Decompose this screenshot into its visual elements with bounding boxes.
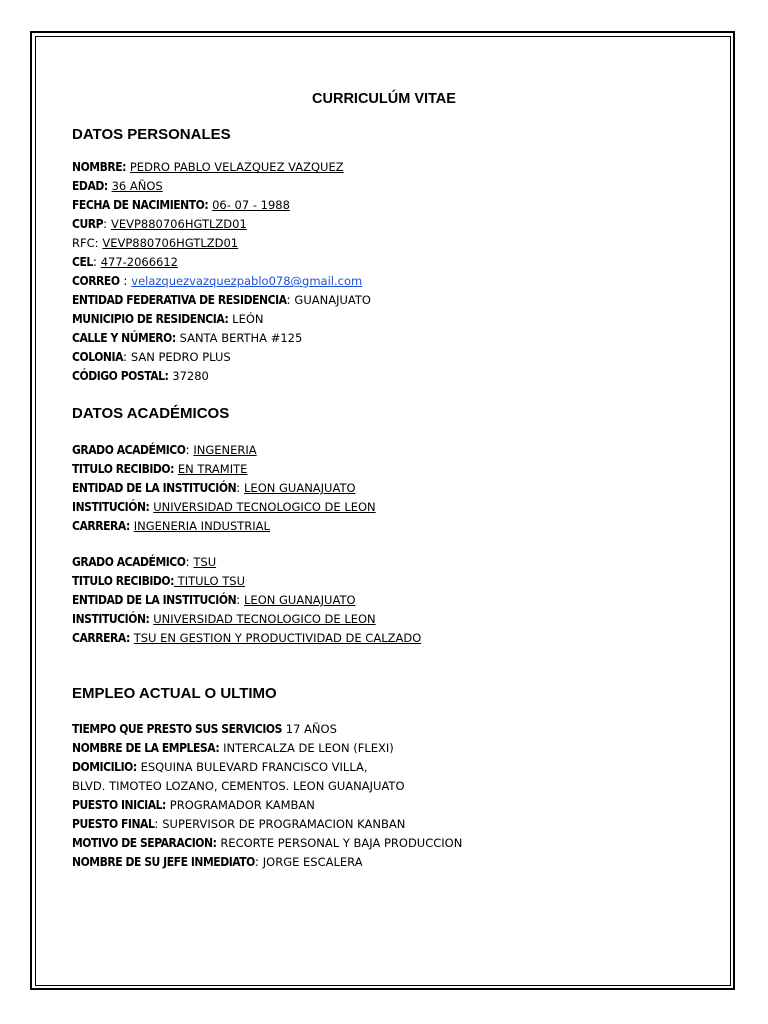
titulo1-value: EN TRAMITE <box>177 462 248 476</box>
puesto-inicial-value: PROGRAMADOR KAMBAN <box>169 798 315 812</box>
entidad2-label: ENTIDAD DE LA INSTITUCIÓN <box>72 593 237 607</box>
motivo-value: RECORTE PERSONAL Y BAJA PRODUCCION <box>220 836 463 850</box>
tiempo-value: 17 AÑOS <box>285 722 337 736</box>
field-nombre <box>72 158 371 177</box>
entidad1-label: ENTIDAD DE LA INSTITUCIÓN <box>72 481 237 495</box>
colonia-label: COLONIA <box>72 350 123 364</box>
municipio-label: MUNICIPIO DE RESIDENCIA: <box>72 312 229 326</box>
carrera2-label: CARRERA: <box>72 631 130 645</box>
employment-block <box>72 720 462 872</box>
section-heading-employment: EMPLEO ACTUAL O ULTIMO <box>72 685 277 702</box>
grado2-label: GRADO ACADÉMICO <box>72 555 186 569</box>
field-fecha-nacimiento <box>72 196 371 215</box>
domicilio-line2: BLVD. TIMOTEO LOZANO, CEMENTOS. LEON GUANAJUATO <box>72 779 405 793</box>
entidad2-value: LEON GUANAJUATO <box>244 593 356 607</box>
field-carrera-1 <box>72 517 376 536</box>
cel-label: CEL <box>72 255 93 269</box>
field-carrera-2 <box>72 629 421 648</box>
field-colonia: COLONIA: SAN PEDRO PLUS <box>72 350 231 364</box>
institucion1-value: UNIVERSIDAD TECNOLOGICO DE LEON <box>153 500 376 514</box>
grado1-label: GRADO ACADÉMICO <box>72 443 186 457</box>
field-grado-1: GRADO ACADÉMICO: INGENERIA <box>72 443 257 457</box>
calle-label: CALLE Y NÚMERO: <box>72 331 176 345</box>
institucion2-label: INSTITUCIÓN: <box>72 612 150 626</box>
field-tiempo-servicio <box>72 720 462 739</box>
field-edad <box>72 177 371 196</box>
document-title: CURRICULÚM VITAE <box>312 91 456 107</box>
section-heading-personal: DATOS PERSONALES <box>72 126 231 143</box>
entidad-value: GUANAJUATO <box>294 293 371 307</box>
motivo-label: MOTIVO DE SEPARACION: <box>72 836 217 850</box>
field-entidad-2: ENTIDAD DE LA INSTITUCIÓN: LEON GUANAJUATO <box>72 593 356 607</box>
cel-value: 477-2066612 <box>100 255 179 269</box>
field-institucion-2 <box>72 610 421 629</box>
field-cel: CEL: 477-2066612 <box>72 255 179 269</box>
field-rfc <box>72 234 371 253</box>
rfc-label: RFC: <box>72 236 99 250</box>
titulo2-value: TITULO TSU <box>174 574 245 588</box>
rfc-value: VEVP880706HGTLZD01 <box>102 236 239 250</box>
empresa-value: INTERCALZA DE LEON (FLEXI) <box>223 741 394 755</box>
field-titulo-1 <box>72 460 376 479</box>
domicilio-value: ESQUINA BULEVARD FRANCISCO VILLA, <box>140 760 368 774</box>
edad-value: 36 AÑOS <box>111 179 163 193</box>
cp-value: 37280 <box>172 369 209 383</box>
field-domicilio <box>72 758 462 777</box>
cp-label: CÓDIGO POSTAL: <box>72 369 169 383</box>
field-domicilio-line2 <box>72 777 462 796</box>
email-link[interactable]: velazquezvazquezpablo078@gmail.com <box>131 274 363 288</box>
field-jefe-inmediato: NOMBRE DE SU JEFE INMEDIATO: JORGE ESCALERA <box>72 855 363 869</box>
field-correo: CORREO : velazquezvazquezpablo078@gmail.com <box>72 274 363 288</box>
titulo1-label: TITULO RECIBIDO: <box>72 462 175 476</box>
tiempo-label: TIEMPO QUE PRESTO SUS SERVICIOS <box>72 722 282 736</box>
curp-label: CURP <box>72 217 104 231</box>
carrera2-value: TSU EN GESTION Y PRODUCTIVIDAD DE CALZADO <box>133 631 422 645</box>
field-codigo-postal <box>72 367 371 386</box>
field-grado-2: GRADO ACADÉMICO: TSU <box>72 555 217 569</box>
jefe-label: NOMBRE DE SU JEFE INMEDIATO <box>72 855 255 869</box>
field-municipio <box>72 310 371 329</box>
domicilio-label: DOMICILIO: <box>72 760 137 774</box>
academic-block-1 <box>72 441 376 536</box>
calle-value: SANTA BERTHA #125 <box>179 331 303 345</box>
carrera1-value: INGENERIA INDUSTRIAL <box>133 519 270 533</box>
academic-block-2 <box>72 553 421 648</box>
municipio-value: LEÓN <box>232 312 264 326</box>
section-heading-academic: DATOS ACADÉMICOS <box>72 405 230 422</box>
personal-data-block <box>72 158 371 386</box>
institucion1-label: INSTITUCIÓN: <box>72 500 150 514</box>
edad-label: EDAD: <box>72 179 108 193</box>
field-curp: CURP: VEVP880706HGTLZD01 <box>72 217 247 231</box>
field-empresa <box>72 739 462 758</box>
field-puesto-inicial <box>72 796 462 815</box>
correo-label: CORREO <box>72 274 120 288</box>
entidad1-value: LEON GUANAJUATO <box>244 481 356 495</box>
puesto-inicial-label: PUESTO INICIAL: <box>72 798 166 812</box>
curp-value: VEVP880706HGTLZD01 <box>110 217 247 231</box>
carrera1-label: CARRERA: <box>72 519 130 533</box>
grado2-value: TSU <box>193 555 217 569</box>
puesto-final-value: SUPERVISOR DE PROGRAMACION KANBAN <box>162 817 406 831</box>
field-institucion-1 <box>72 498 376 517</box>
nombre-value: PEDRO PABLO VELAZQUEZ VAZQUEZ <box>129 160 344 174</box>
titulo2-label: TITULO RECIBIDO: <box>72 574 175 588</box>
empresa-label: NOMBRE DE LA EMPLESA: <box>72 741 220 755</box>
grado1-value: INGENERIA <box>193 443 257 457</box>
colonia-value: SAN PEDRO PLUS <box>130 350 231 364</box>
fecha-value: 06- 07 - 1988 <box>212 198 290 212</box>
field-calle <box>72 329 371 348</box>
entidad-label: ENTIDAD FEDERATIVA DE RESIDENCIA <box>72 293 287 307</box>
fecha-label: FECHA DE NACIMIENTO: <box>72 198 209 212</box>
jefe-value: JORGE ESCALERA <box>262 855 363 869</box>
institucion2-value: UNIVERSIDAD TECNOLOGICO DE LEON <box>153 612 376 626</box>
field-motivo-separacion <box>72 834 462 853</box>
field-entidad-1: ENTIDAD DE LA INSTITUCIÓN: LEON GUANAJUATO <box>72 481 356 495</box>
field-titulo-2 <box>72 572 421 591</box>
nombre-label: NOMBRE: <box>72 160 127 174</box>
field-entidad-federativa: ENTIDAD FEDERATIVA DE RESIDENCIA: GUANAJUATO <box>72 293 371 307</box>
puesto-final-label: PUESTO FINAL <box>72 817 155 831</box>
field-puesto-final: PUESTO FINAL: SUPERVISOR DE PROGRAMACION KANBAN <box>72 817 406 831</box>
